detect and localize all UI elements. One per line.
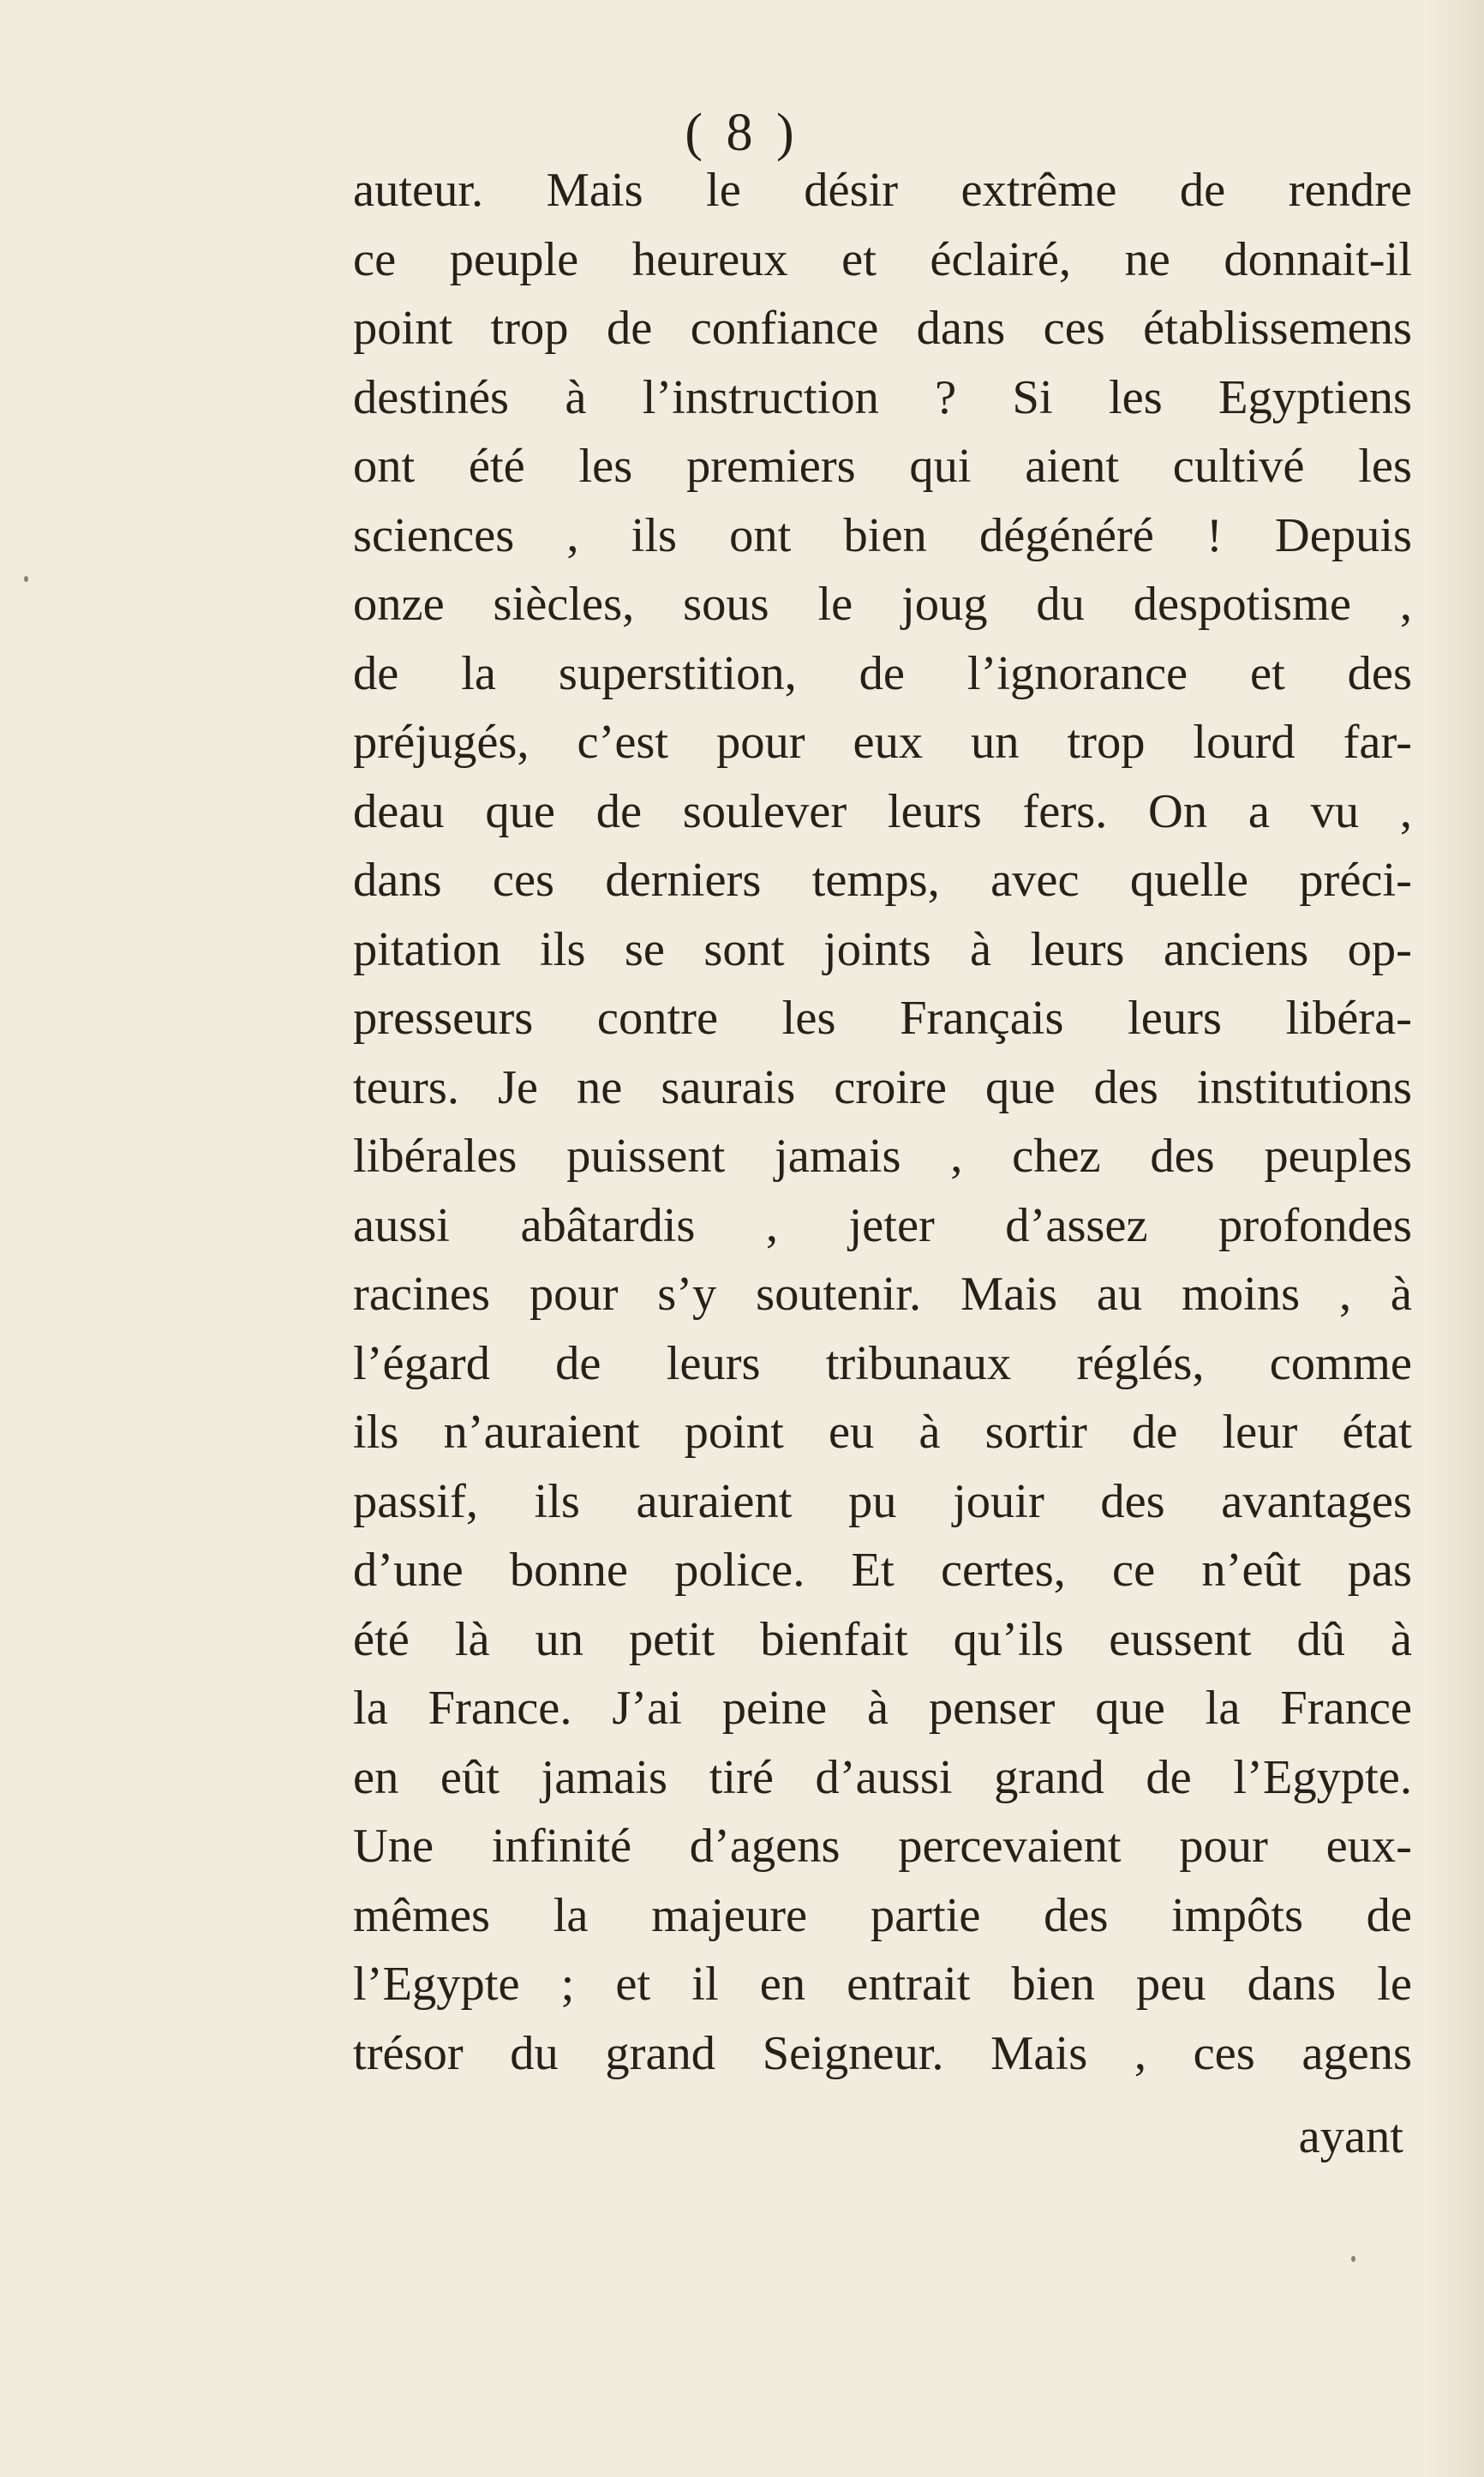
text-line: pitation ils se sont joints à leurs anciens op- [353,922,1412,976]
text-line: la France. J’ai peine à penser que la France [353,1682,1412,1735]
text-line: libérales puissent jamais , chez des peuples [353,1130,1412,1183]
text-line: sciences , ils ont bien dégénéré ! Depuis [353,508,1412,562]
text-line: Une infinité d’agens percevaient pour eux- [353,1820,1412,1873]
text-line: deau que de soulever leurs fers. On a vu , [353,784,1412,838]
paper-speck [1351,2256,1355,2262]
text-line: préjugés, c’est pour eux un trop lourd far- [353,716,1412,769]
paper-speck [24,576,28,582]
text-line: l’Egypte ; et il en entrait bien peu dans le [353,1958,1412,2011]
text-line: passif, ils auraient pu jouir des avantages [353,1474,1412,1528]
text-line: destinés à l’instruction ? Si les Egyptiens [353,370,1412,424]
page-number: ( 8 ) [685,104,799,162]
text-line: presseurs contre les Français leurs libéra- [353,992,1412,1045]
text-line: aussi abâtardis , jeter d’assez profondes [353,1198,1412,1252]
text-line: de la superstition, de l’ignorance et des [353,646,1412,700]
text-line: ont été les premiers qui aient cultivé les [353,440,1412,493]
text-line: en eût jamais tiré d’aussi grand de l’Egypte. [353,1750,1412,1804]
text-line: dans ces derniers temps, avec quelle préci- [353,854,1412,907]
text-line: ce peuple heureux et éclairé, ne donnait-il [353,232,1412,286]
body-text [353,156,1412,2088]
text-line: l’égard de leurs tribunaux réglés, comme [353,1336,1412,1390]
text-line: mêmes la majeure partie des impôts de [353,1888,1412,1942]
catchword: ayant [1298,2110,1403,2163]
page-edge-shadow [1424,0,1484,2477]
text-line: racines pour s’y soutenir. Mais au moins , à [353,1268,1412,1321]
text-line: point trop de confiance dans ces établissemens [353,302,1412,355]
text-line: trésor du grand Seigneur. Mais , ces agens [353,2026,1412,2080]
text-line: ils n’auraient point eu à sortir de leur état [353,1406,1412,1459]
text-line: teurs. Je ne saurais croire que des institutions [353,1060,1412,1114]
text-line: été là un petit bienfait qu’ils eussent dû à [353,1612,1412,1666]
text-line: d’une bonne police. Et certes, ce n’eût pas [353,1544,1412,1597]
text-line: onze siècles, sous le joug du despotisme , [353,578,1412,631]
text-line: auteur. Mais le désir extrême de rendre [353,164,1412,217]
